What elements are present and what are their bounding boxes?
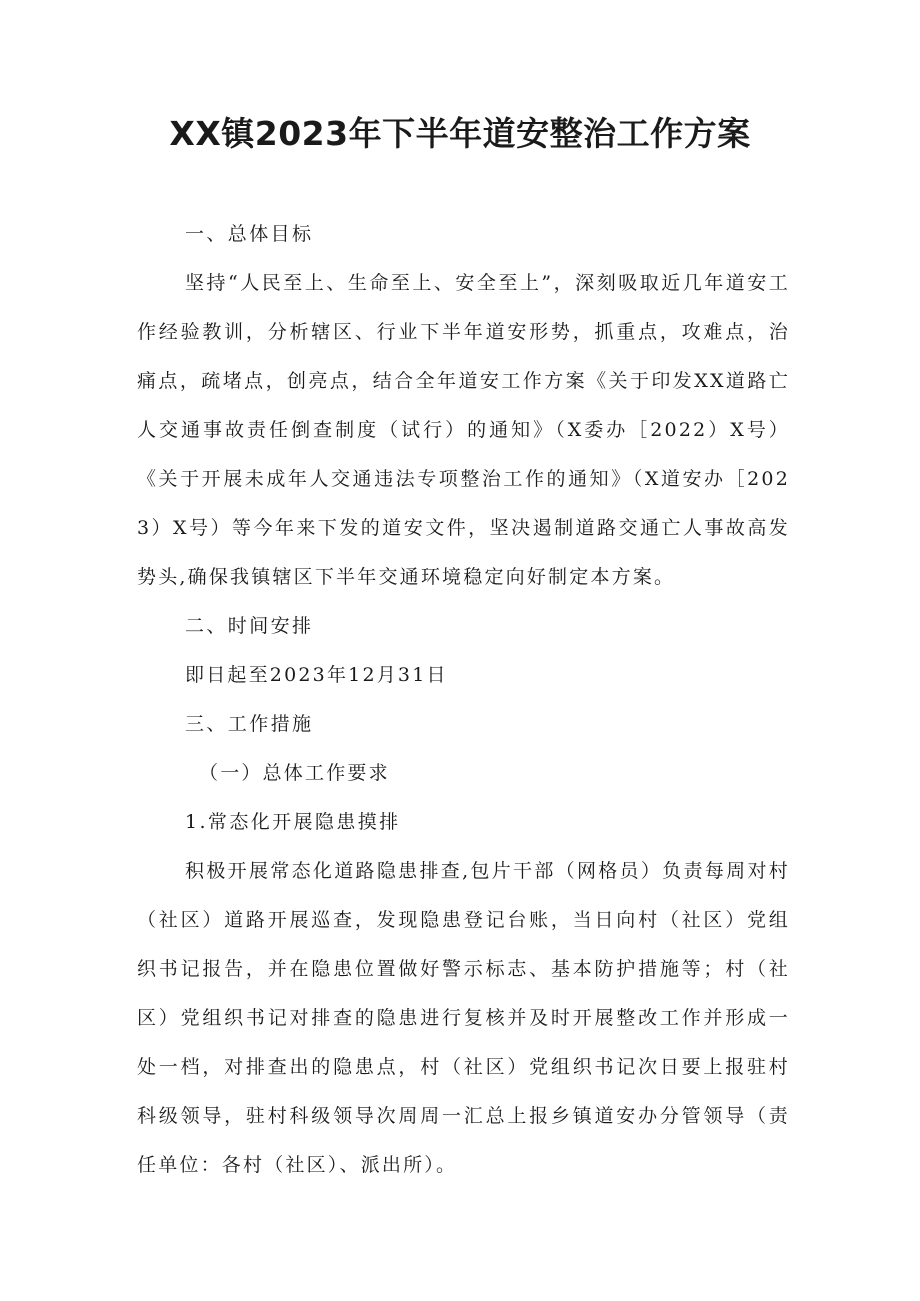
section-heading-schedule: 二、时间安排: [185, 615, 314, 637]
section-heading-goals: 一、总体目标: [185, 223, 314, 245]
document-body: [137, 210, 790, 1190]
paragraph-hazard-inspection: 积极开展常态化道路隐患排查,包片干部（网格员）负责每周对村（社区）道路开展巡查，发现隐患登记台账，当日向村（社区）党组织书记报告，并在隐患位置做好警示标志、基本防护措施等；村（社区）党组织书记对排查的隐患进行复核并及时开展整改工作并形成一处一档，对排查出的隐患点，村（社区）党组织书记次日要上报驻村科级领导，驻村科级领导次周周一汇总上报乡镇道安办分管领导（责任单位：各村（社区）、派出所）。: [137, 860, 790, 1176]
document-title: XX镇2023年下半年道安整治工作方案: [169, 114, 751, 153]
item-heading-hazard-inspection: 1.常态化开展隐患摸排: [185, 811, 401, 833]
section-heading-measures: 三、工作措施: [185, 713, 314, 735]
subsection-heading-general-requirements: （一）总体工作要求: [199, 762, 390, 784]
paragraph-goals: 坚持“人民至上、生命至上、安全至上”，深刻吸取近几年道安工作经验教训，分析辖区、行业下半年道安形势，抓重点，攻难点，治痛点，疏堵点，创亮点，结合全年道安工作方案《关于印发XX道路亡人交通事故责任倒查制度（试行）的通知》（X委办［2022）X号）《关于开展未成年人交通违法专项整治工作的通知》（X道安办［2023）X号）等今年来下发的道安文件，坚决遏制道路交通亡人事故高发势头,确保我镇辖区下半年交通环境稳定向好制定本方案。: [137, 272, 790, 588]
paragraph-schedule: 即日起至2023年12月31日: [185, 664, 448, 686]
